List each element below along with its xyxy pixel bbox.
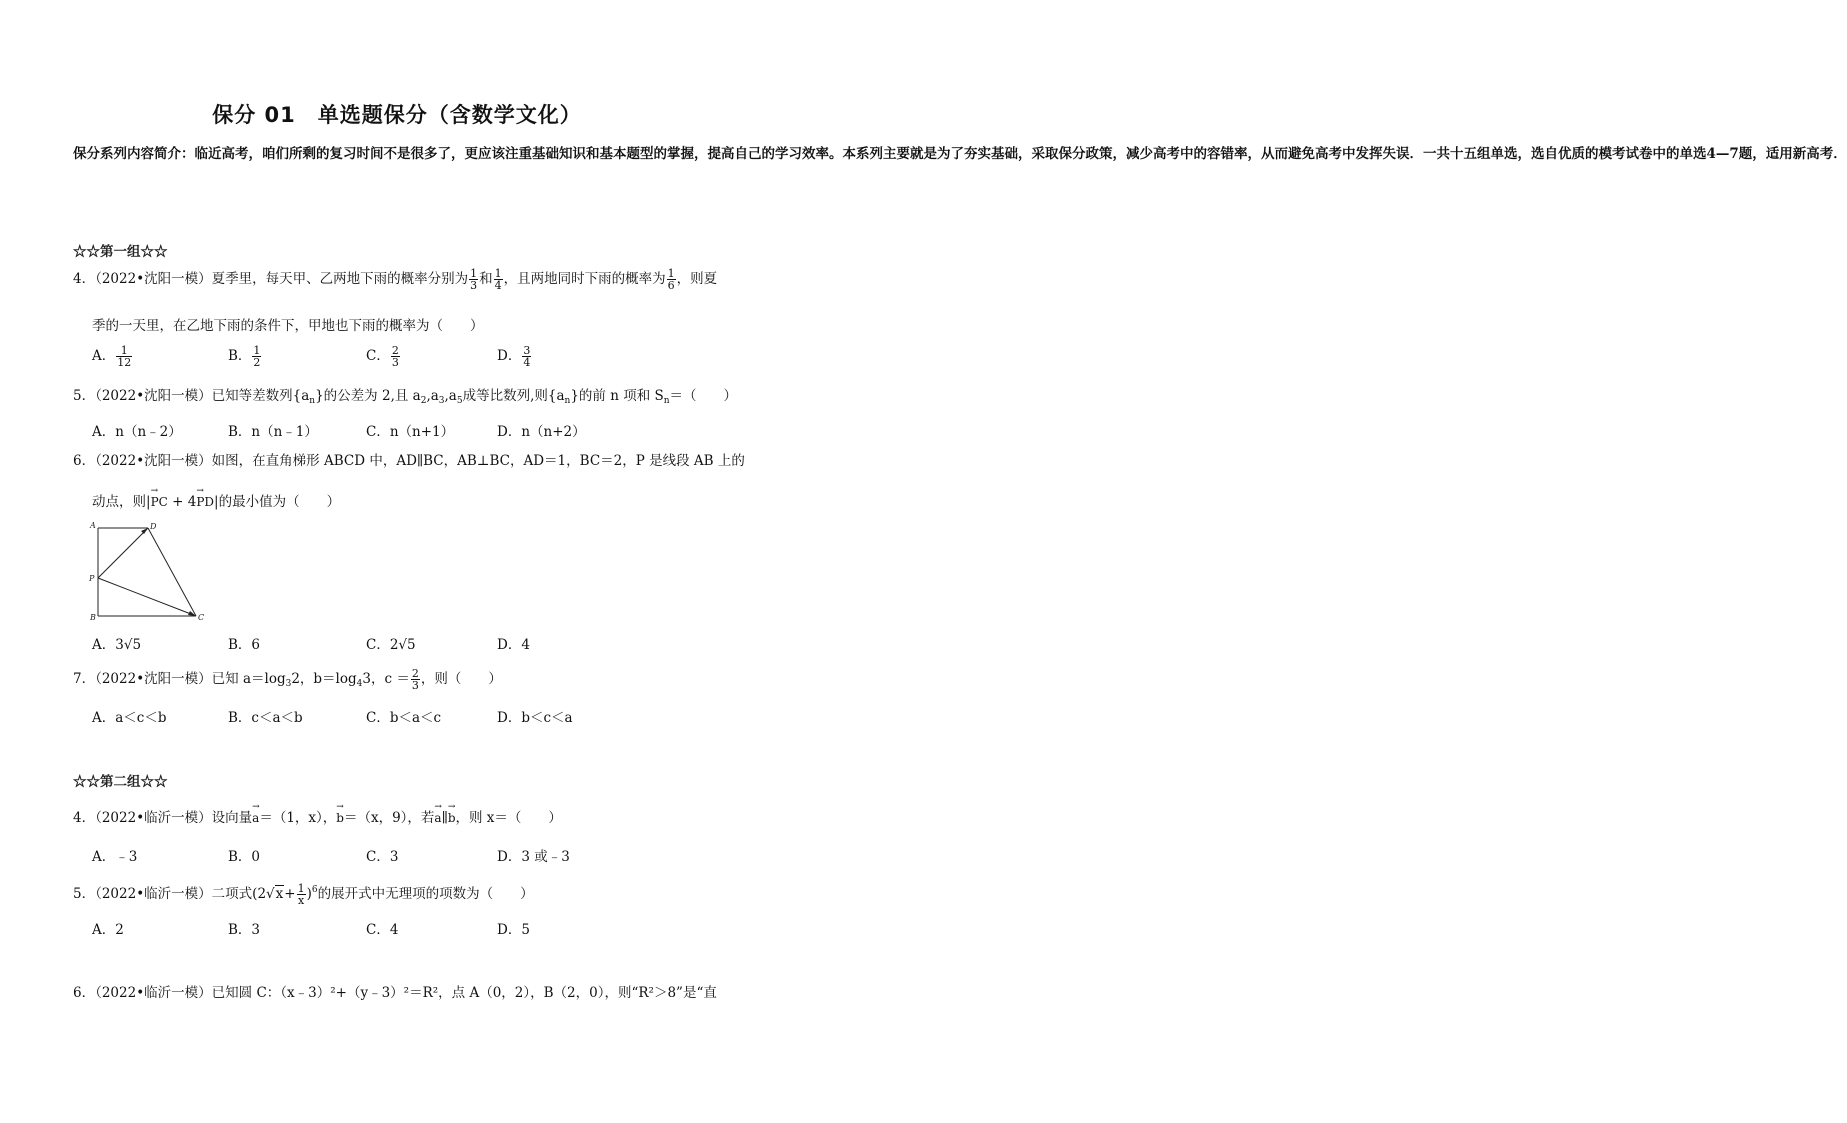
q-text: 成等比数列,则{a xyxy=(462,388,565,404)
g1-q5-option-c: C．n（n+1） xyxy=(366,424,455,440)
g1-q6-option-c: C．2√5 xyxy=(366,637,416,653)
fraction xyxy=(522,345,531,368)
label-b: B xyxy=(90,613,96,622)
g2-q5-option-b: B．3 xyxy=(228,922,261,938)
g1-q7-option-a: A．a＜c＜b xyxy=(92,710,167,726)
segment-pc xyxy=(98,578,196,616)
fraction xyxy=(494,268,503,291)
denominator: x xyxy=(297,894,305,907)
g1-q7-option-c: C．b＜a＜c xyxy=(366,710,442,726)
side-dc xyxy=(148,528,196,616)
q-text: 4．（2022•临沂一模）设向量 xyxy=(73,810,253,826)
denominator: 3 xyxy=(411,679,419,692)
vector-a: → a xyxy=(434,808,441,828)
numerator: 3 xyxy=(523,344,531,357)
vector-pd: → PD xyxy=(196,492,214,512)
q-text: |的最小值为（ ） xyxy=(214,494,341,510)
g2-question-6: 6．（2022•临沂一模）已知圆 C：（x﹣3）²+（y﹣3）²＝R²，点 A（0，2），B（2，0），则“R²＞8”是“直 xyxy=(73,985,717,1001)
fraction xyxy=(297,883,306,906)
vector-b: → b xyxy=(336,808,344,828)
label-a: A xyxy=(90,521,96,530)
numerator: 2 xyxy=(391,344,399,357)
q-text: ＝（ ） xyxy=(669,388,738,404)
q-text: ∥ xyxy=(441,810,448,826)
vector-pc: → PC xyxy=(151,492,168,512)
vector-a: → a xyxy=(252,808,259,828)
radicand: x xyxy=(275,886,284,902)
label-d: D xyxy=(150,522,157,531)
q-text: + 4 xyxy=(167,494,197,510)
fraction xyxy=(667,268,676,291)
q-text: ,a xyxy=(426,388,439,404)
fraction xyxy=(391,345,400,368)
g2-q4-option-b: B．0 xyxy=(228,849,261,865)
numerator: 1 xyxy=(116,345,132,357)
g1-question-6-line1: 6．（2022•沈阳一模）如图，在直角梯形 ABCD 中，AD∥BC，AB⊥BC，AD＝1，BC＝2，P 是线段 AB 上的 xyxy=(73,453,745,469)
g1-q6-option-d: D．4 xyxy=(497,637,530,653)
g2-q5-option-a: A．2 xyxy=(92,922,124,938)
q-text: ＝（x，9），若 xyxy=(343,810,435,826)
numerator: 1 xyxy=(667,267,675,280)
g1-q7-option-b: B．c＜a＜b xyxy=(228,710,303,726)
option-label: C． xyxy=(366,348,390,364)
q-text: 7．（2022•沈阳一模）已知 a＝log xyxy=(73,671,286,687)
fraction xyxy=(252,345,261,368)
q-text: 的展开式中无理项的项数为（ ） xyxy=(317,886,534,902)
g1-q5-option-a: A．n（n﹣2） xyxy=(92,424,182,440)
q-text: 和 xyxy=(479,271,493,287)
q-text: (2 xyxy=(252,886,267,902)
g1-q4-option-a xyxy=(92,344,133,368)
q-text: ，则夏 xyxy=(676,271,718,287)
numerator: 2 xyxy=(411,667,419,680)
q-text: }的公差为 2,且 a xyxy=(315,388,421,404)
g1-question-5 xyxy=(73,386,737,411)
g1-q4-option-c xyxy=(366,344,401,368)
q-text: ，则 x＝（ ） xyxy=(455,810,562,826)
group-1-heading: ☆☆第一组☆☆ xyxy=(73,244,168,260)
q-text: ) xyxy=(306,886,312,902)
g1-q7-option-d: D．b＜c＜a xyxy=(497,710,573,726)
vector-b: → b xyxy=(448,808,456,828)
q-text: ＝（1，x）， xyxy=(259,810,337,826)
trapezoid-figure xyxy=(84,520,214,628)
option-label: D． xyxy=(497,348,522,364)
numerator: 1 xyxy=(494,267,502,280)
denominator: 12 xyxy=(117,356,132,369)
q-text: + xyxy=(284,886,296,902)
q-text: }的前 n 项和 S xyxy=(570,388,664,404)
g1-q5-option-b: B．n（n﹣1） xyxy=(228,424,318,440)
label-c: C xyxy=(198,613,205,622)
g1-question-4-line1 xyxy=(73,268,717,291)
q-text: ，则（ ） xyxy=(420,671,502,687)
g1-q6-option-b: B．6 xyxy=(228,637,261,653)
subscript: 4 xyxy=(356,679,363,689)
numerator: 1 xyxy=(470,267,478,280)
g1-q4-option-d xyxy=(497,344,532,368)
page-title: 保分 01 单选题保分（含数学文化） xyxy=(212,103,582,127)
denominator: 2 xyxy=(253,356,261,369)
q-text: 5．（2022•临沂一模）二项式 xyxy=(73,886,253,902)
g1-question-7 xyxy=(73,668,502,694)
option-label: B． xyxy=(228,348,252,364)
q-text: 5．（2022•沈阳一模）已知等差数列{a xyxy=(73,388,310,404)
q-text: 4．（2022•沈阳一模）夏季里，每天甲、乙两地下雨的概率分别为 xyxy=(73,271,469,287)
g1-question-6-line2 xyxy=(92,492,340,512)
fraction xyxy=(411,668,420,691)
q-text: ,a xyxy=(444,388,457,404)
arrowhead-d xyxy=(141,528,148,534)
numerator: 1 xyxy=(297,882,305,895)
g1-q6-option-a: A．3√5 xyxy=(92,637,142,653)
fraction xyxy=(116,345,132,368)
subscript: 3 xyxy=(285,679,292,689)
segment-pd xyxy=(98,528,148,578)
option-label: A． xyxy=(92,348,116,364)
label-p: P xyxy=(89,574,95,583)
group-2-heading: ☆☆第二组☆☆ xyxy=(73,774,168,790)
denominator: 3 xyxy=(470,279,478,292)
g1-q5-option-d: D．n（n+2） xyxy=(497,424,586,440)
g2-q4-option-d: D．3 或﹣3 xyxy=(497,849,570,865)
g2-question-5 xyxy=(73,880,534,906)
q-text: 2，b＝log xyxy=(291,671,357,687)
subscript: n xyxy=(309,396,316,406)
denominator: 4 xyxy=(494,279,502,292)
subscript: n xyxy=(564,396,571,406)
q-text: ，且两地同时下雨的概率为 xyxy=(503,271,666,287)
denominator: 6 xyxy=(667,279,675,292)
denominator: 3 xyxy=(391,356,399,369)
g2-q5-option-c: C．4 xyxy=(366,922,399,938)
denominator: 4 xyxy=(523,356,531,369)
g2-q5-option-d: D．5 xyxy=(497,922,530,938)
subscript: 5 xyxy=(456,396,463,406)
subscript: 3 xyxy=(438,396,445,406)
exponent: 6 xyxy=(311,885,318,895)
g1-q4-option-b xyxy=(228,344,262,368)
fraction xyxy=(469,268,478,291)
subscript: n xyxy=(663,396,670,406)
q-text: 3，c ＝ xyxy=(362,671,410,687)
numerator: 1 xyxy=(253,344,261,357)
g2-q4-option-a: A．﹣3 xyxy=(92,849,138,865)
intro-paragraph: 保分系列内容简介：临近高考，咱们所剩的复习时间不是很多了，更应该注重基础知识和基本题型的掌握，提高自己的学习效率。本系列主要就是为了夯实基础，采取保分政策，减少高考中的容错率，从而避免高考中发挥失误．一共十五组单选，选自优质的模考试卷中的单选4—7题，适用新高考． xyxy=(73,146,1847,162)
g2-question-4 xyxy=(73,808,562,828)
subscript: 2 xyxy=(420,396,427,406)
g2-q4-option-c: C．3 xyxy=(366,849,399,865)
q-text: 动点，则| xyxy=(92,494,151,510)
g1-question-4-line2: 季的一天里，在乙地下雨的条件下，甲地也下雨的概率为（ ） xyxy=(92,318,484,334)
sqrt-sign: √ xyxy=(266,886,275,902)
